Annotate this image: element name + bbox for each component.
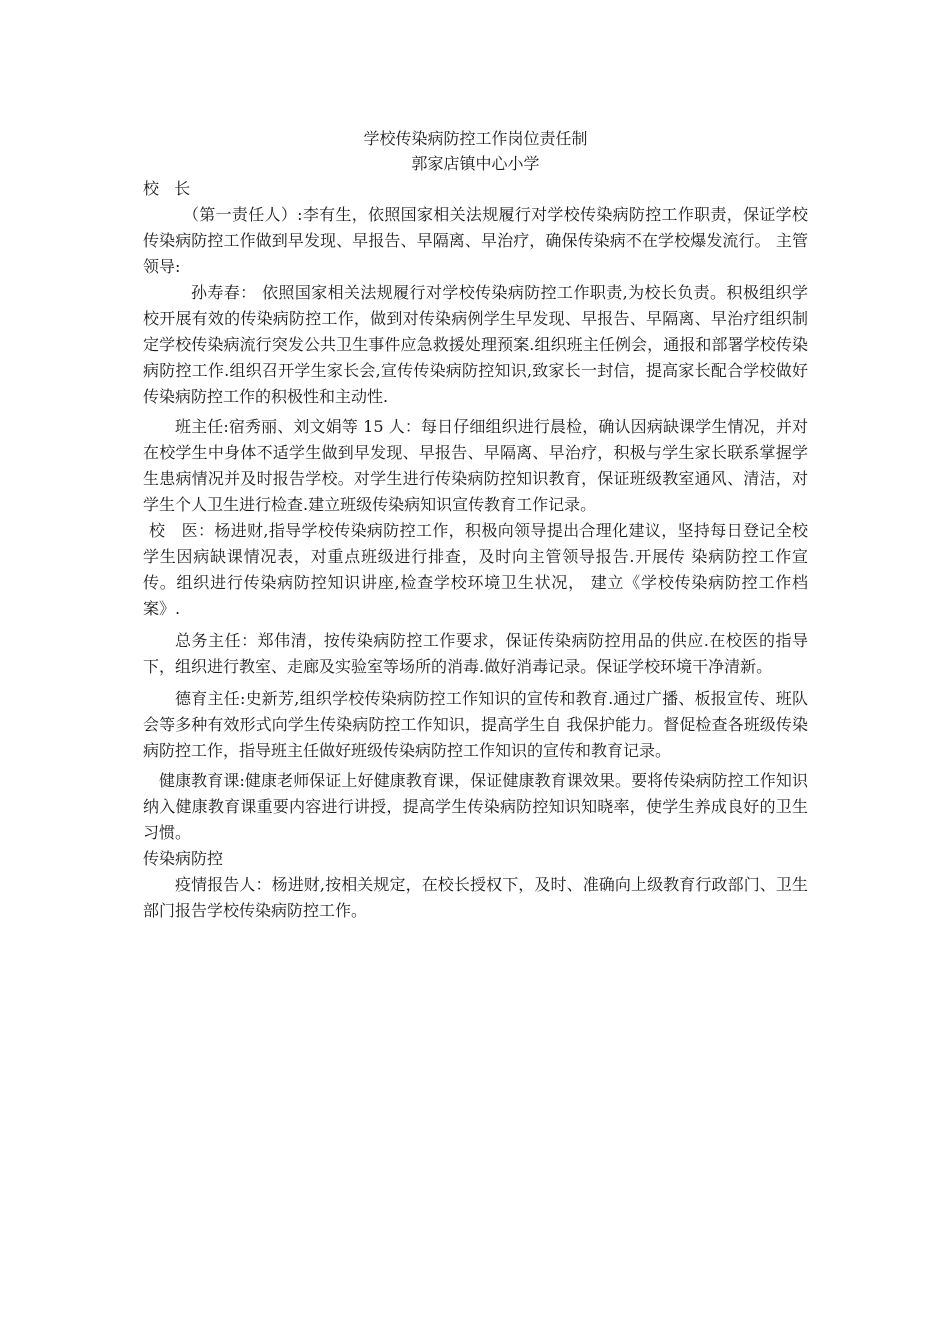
paragraph-supervisor: 孙寿春： 依照国家相关法规履行对学校传染病防控工作职责,为校长负责。积极组织学校开展有效的传染病防控工作，做到对传染病例学生早发现、早报告、早隔离、早治疗组织制定学校传染病流行突发公共卫生事件应急救援处理预案.组织班主任例会，通报和部署学校传染病防控工作.组织召开学生家长会,宣传传染病防控知识,致家长一封信，提高家长配合学校做好传染病防控工作的积极性和主动性.	[143, 283, 808, 406]
document-title: 学校传染病防控工作岗位责任制	[363, 129, 588, 148]
paragraph-moral-education: 德育主任:史新芳,组织学校传染病防控工作知识的宣传和教育.通过广播、板报宣传、班队会等多种有效形式向学生传染病防控工作知识，提高学生自 我保护能力。督促检查各班级传染病防控工作，指导班主任做好班级传染病防控工作知识的宣传和教育记录。	[143, 689, 808, 760]
paragraph-general-affairs: 总务主任：郑伟清，按传染病防控工作要求，保证传染病防控用品的供应.在校医的指导下，组织进行教室、走廊及实验室等场所的消毒.做好消毒记录。保证学校环境干净清新。	[143, 631, 808, 676]
paragraph-class-teacher: 班主任:宿秀丽、刘文娟等 15 人：每日仔细组织进行晨检，确认因病缺课学生情况，并对在校学生中身体不适学生做到早发现、早报告、早隔离、早治疗，积极与学生家长联系掌握学生患病情况并及时报告学校。对学生进行传染病防控知识教育，保证班级教室通风、清洁，对学生个人卫生进行检查.建立班级传染病知识宣传教育工作记录。	[143, 417, 808, 514]
section-heading-principal: 校 长	[143, 179, 191, 198]
document-page	[143, 126, 814, 924]
paragraph-school-doctor: 校 医：杨进财,指导学校传染病防控工作，积极向领导提出合理化建议，坚持每日登记全校 学生因病缺课情况表，对重点班级进行排查，及时向主管领导报告.开展传 染病防控工作宣传。组织进行传染病防控知识讲座,检查学校环境卫生状况， 建立《学校传染病防控工作档案》.	[143, 521, 814, 618]
paragraph-principal: （第一责任人）:李有生，依照国家相关法规履行对学校传染病防控工作职责，保证学校传染病防控工作做到早发现、早报告、早隔离、早治疗，确保传染病不在学校爆发流行。 主管领导:	[143, 205, 808, 276]
paragraph-health-education: 健康教育课:健康老师保证上好健康教育课，保证健康教育课效果。要将传染病防控工作知识纳入健康教育课重要内容进行讲授，提高学生传染病防控知识知晓率，使学生养成良好的卫生习惯。	[143, 771, 808, 842]
paragraph-epidemic-reporter: 疫情报告人：杨进财,按相关规定，在校长授权下，及时、准确向上级教育行政部门、卫生部门报告学校传染病防控工作。	[143, 875, 808, 920]
document-subtitle: 郭家店镇中心小学	[411, 154, 540, 173]
section-heading-epidemic: 传染病防控	[143, 849, 224, 868]
